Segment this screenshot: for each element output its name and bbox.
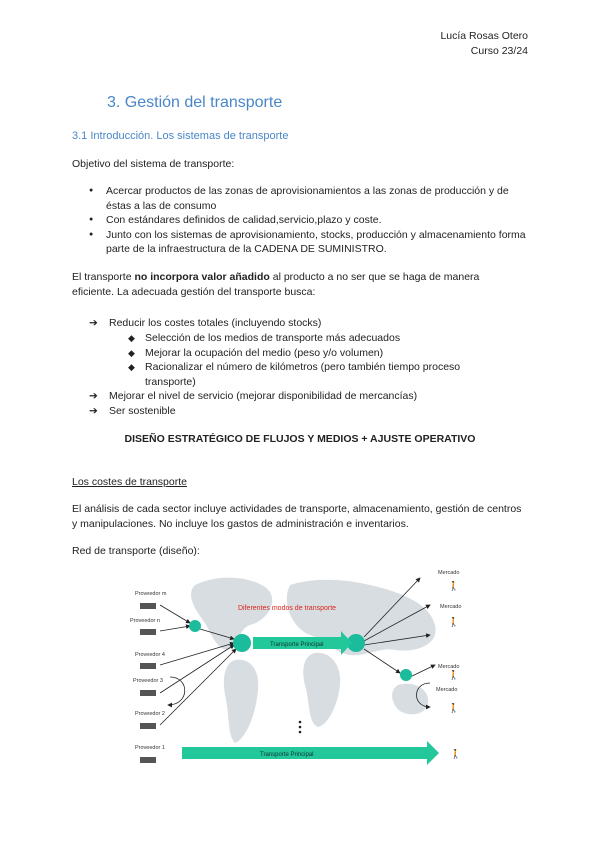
supplier-label: Proveedor 1 <box>135 745 165 751</box>
market-label: Mercado <box>440 604 462 610</box>
supplier-label: Proveedor m <box>135 591 167 597</box>
person-icon: 🚶 <box>448 670 460 680</box>
factory-icon <box>140 603 156 609</box>
arrow-right-icon: ➔ <box>89 317 98 329</box>
modes-label: Diferentes modos de transporte <box>238 605 337 612</box>
market-label: Mercado <box>436 687 458 693</box>
objective-item: ● Junto con los sistemas de aprovisionamiento, stocks, producción y almacenamiento forma parte de la infraestructura de la CADENA DE SUMINISTRO. <box>72 228 536 257</box>
market-label: Mercado <box>438 570 460 576</box>
person-icon: 🚶 <box>448 703 460 713</box>
arrow-right-icon: ➔ <box>89 405 98 417</box>
objective-item: ● Acercar productos de las zonas de aprovisionamientos a las zonas de producción y de éstas a las de consumo <box>72 184 536 213</box>
arrow-right-icon: ➔ <box>89 390 98 402</box>
supplier-label: Proveedor n <box>130 618 160 624</box>
person-icon: 🚶 <box>450 749 462 759</box>
person-icon: 🚶 <box>448 581 460 591</box>
market-label: Mercado <box>438 664 460 670</box>
hub-node-small <box>400 669 412 681</box>
diamond-icon: ◆ <box>128 348 135 358</box>
hub-node-small <box>189 620 201 632</box>
diamond-icon: ◆ <box>128 333 135 343</box>
objectives-list <box>72 184 536 257</box>
author-name: Lucía Rosas Otero <box>440 30 528 42</box>
hub-node-origin <box>233 634 251 652</box>
network-label: Red de transporte (diseño): <box>72 545 200 557</box>
person-icon: 🚶 <box>448 617 460 627</box>
main-transport-label: Transporte Principal <box>260 752 314 758</box>
section-title: 3.1 Introducción. Los sistemas de transporte <box>72 130 289 142</box>
factory-icon <box>140 629 156 635</box>
market-nodes <box>436 570 461 759</box>
supplier-label: Proveedor 3 <box>133 678 163 684</box>
world-map-background <box>191 578 436 743</box>
factory-icon <box>140 690 156 696</box>
supplier-nodes <box>130 591 167 763</box>
main-transport-arrow-bottom <box>182 741 439 765</box>
transport-network-diagram <box>130 565 475 777</box>
objective-item: ● Con estándares definidos de calidad,servicio,plazo y coste. <box>72 213 536 228</box>
supplier-label: Proveedor 4 <box>135 652 165 658</box>
factory-icon <box>140 723 156 729</box>
strategic-heading: DISEÑO ESTRATÉGICO DE FLUJOS Y MEDIOS + AJUSTE OPERATIVO <box>124 433 476 445</box>
objective-intro: Objetivo del sistema de transporte: <box>72 158 235 170</box>
factory-icon <box>140 757 156 763</box>
course-label: Curso 23/24 <box>470 45 528 57</box>
paragraph-value: El transporte no incorpora valor añadido al producto a no ser que se haga de manera eficiente. La adecuada gestión del transporte busca: <box>72 271 480 298</box>
vertical-ellipsis-icon <box>299 721 302 734</box>
diamond-icon: ◆ <box>128 362 135 372</box>
costs-heading: Los costes de transporte <box>72 476 187 488</box>
page-title: 3. Gestión del transporte <box>107 94 283 111</box>
main-transport-label: Transporte Principal <box>270 642 324 648</box>
factory-icon <box>140 663 156 669</box>
no-value-added-bold: no incorpora valor añadido <box>134 271 270 283</box>
supplier-label: Proveedor 2 <box>135 711 165 717</box>
costs-paragraph: El análisis de cada sector incluye actividades de transporte, almacenamiento, gestión de centros y manipulaciones. No incluye los gastos de administración e inventarios. <box>72 503 522 530</box>
